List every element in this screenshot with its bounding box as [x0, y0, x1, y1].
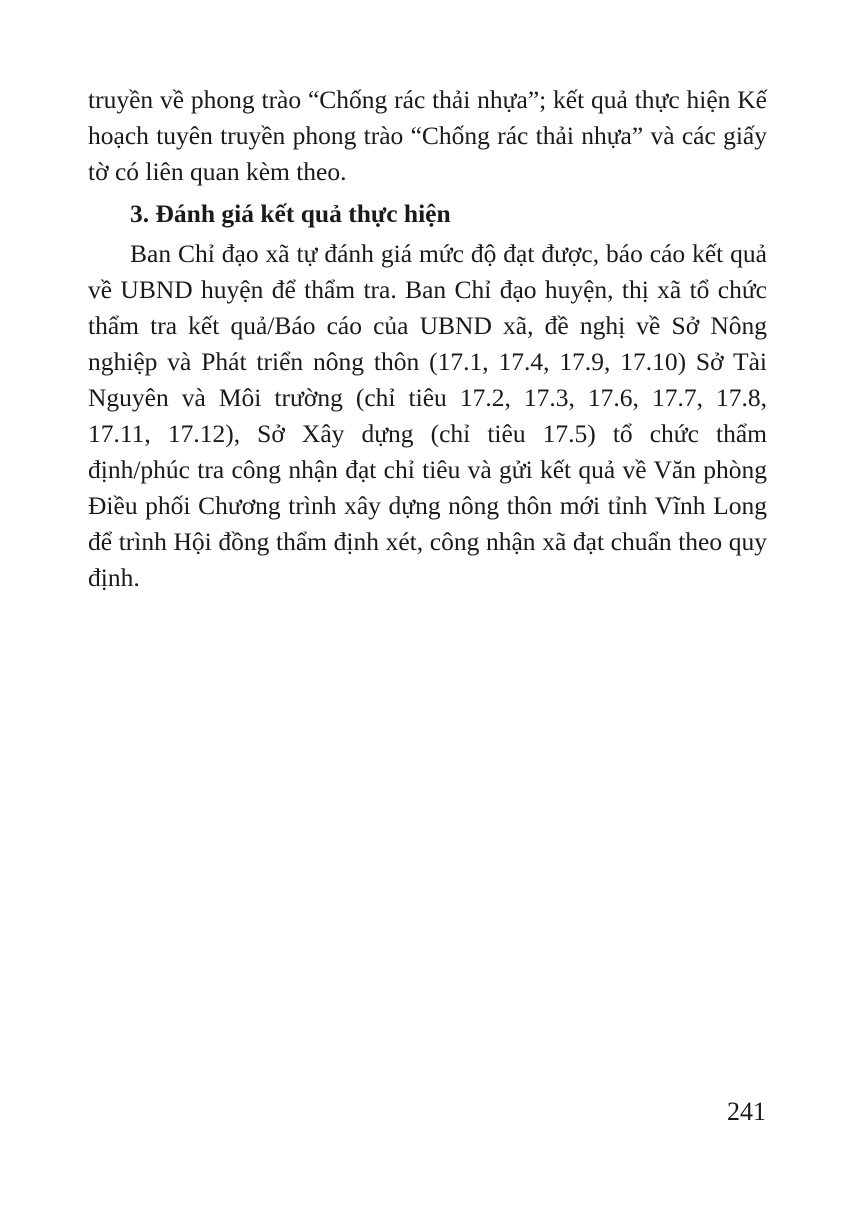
evaluation-paragraph: Ban Chỉ đạo xã tự đánh giá mức độ đạt được, báo cáo kết quả về UBND huyện để thẩm tra. Ban Chỉ đạo huyện, thị xã tổ chức thẩm tra kết quả/Báo cáo của UBND xã, đề nghị về Sở Nông nghiệp và Phát triển nông thôn (17.1, 17.4, 17.9, 17.10) Sở Tài Nguyên và Môi trường (chỉ tiêu 17.2, 17.3, 17.6, 17.7, 17.8, 17.11, 17.12), Sở Xây dựng (chỉ tiêu 17.5) tổ chức thẩm định/phúc tra công nhận đạt chỉ tiêu và gửi kết quả về Văn phòng Điều phối Chương trình xây dựng nông thôn mới tỉnh Vĩnh Long để trình Hội đồng thẩm định xét, công nhận xã đạt chuẩn theo quy định.: [88, 239, 767, 592]
section-heading: 3. Đánh giá kết quả thực hiện: [130, 199, 451, 228]
page-number: 241: [727, 1097, 766, 1126]
page-body: [88, 82, 767, 596]
continuation-paragraph: truyền về phong trào “Chống rác thải nhựa”; kết quả thực hiện Kế hoạch tuyên truyền phong trào “Chống rác thải nhựa” và các giấy tờ có liên quan kèm theo.: [88, 85, 767, 186]
